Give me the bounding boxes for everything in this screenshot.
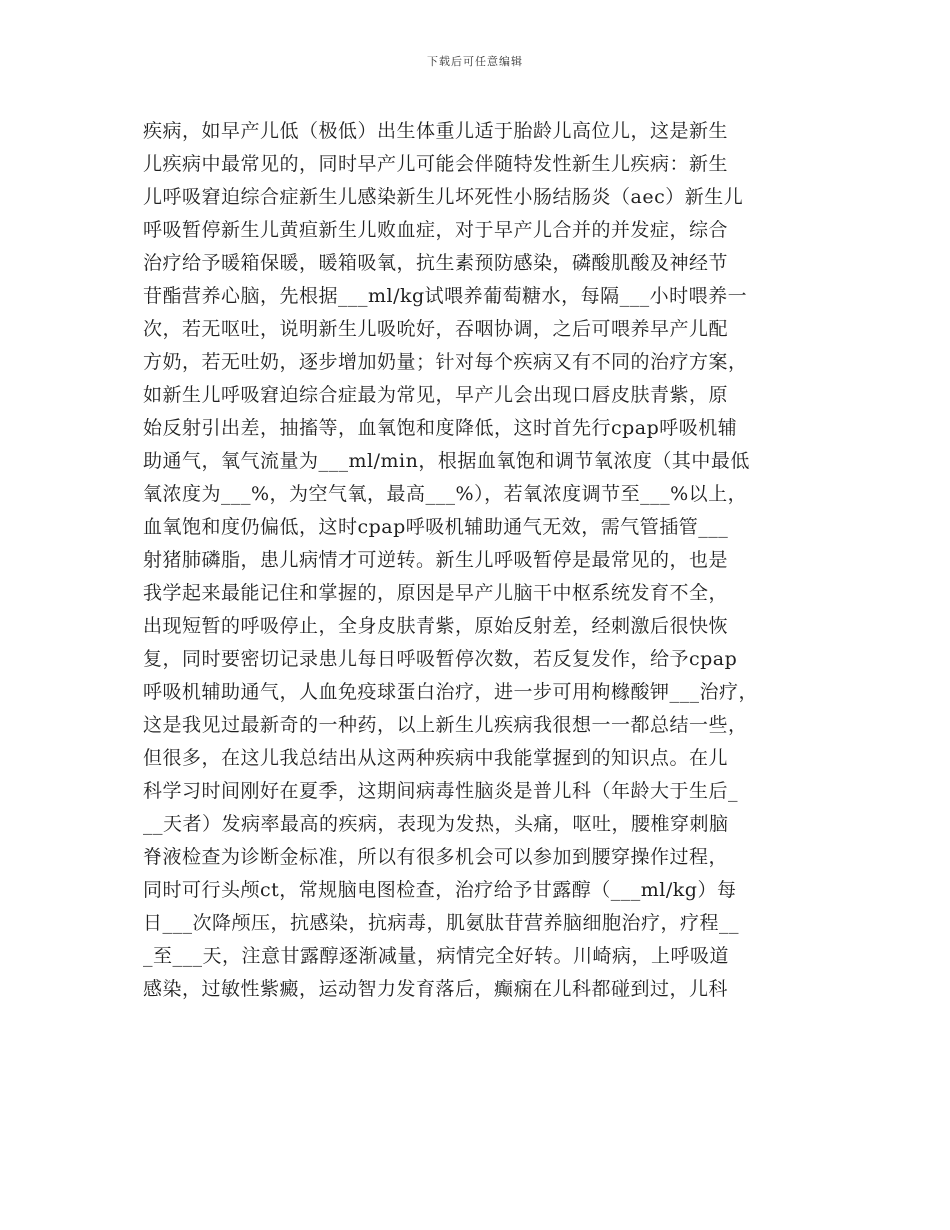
document-body	[143, 115, 823, 1006]
text-line: 氧浓度为___%，为空气氧，最高___%），若氧浓度调节至___%以上，	[143, 483, 748, 505]
text-line: 方奶，若无吐奶，逐步增加奶量；针对每个疾病又有不同的治疗方案，	[143, 351, 748, 373]
text-line: _至___天，注意甘露醇逐渐减量，病情完全好转。川崎病，上呼吸道	[143, 945, 730, 967]
text-line: 儿疾病中最常见的，同时早产儿可能会伴随特发性新生儿疾病：新生	[143, 153, 729, 175]
text-line: 但很多，在这儿我总结出从这两种疾病中我能掌握到的知识点。在儿	[143, 747, 729, 769]
text-line: 我学起来最能记住和掌握的，原因是早产儿脑干中枢系统发育不全，	[143, 582, 729, 604]
text-line: 复，同时要密切记录患儿每日呼吸暂停次数，若反复发作，给予cpap	[143, 648, 738, 670]
page-header: 下载后可任意编辑	[427, 55, 523, 68]
text-line: 科学习时间刚好在夏季，这期间病毒性脑炎是普儿科（年龄大于生后_	[143, 780, 739, 802]
text-line: 治疗给予暖箱保暖，暖箱吸氧，抗生素预防感染，磷酸肌酸及神经节	[143, 252, 729, 274]
text-line: 这是我见过最新奇的一种药，以上新生儿疾病我很想一一都总结一些，	[143, 714, 748, 736]
text-line: 血氧饱和度仍偏低，这时cpap呼吸机辅助通气无效，需气管插管___	[143, 516, 729, 538]
text-line: __天者）发病率最高的疾病，表现为发热，头痛，呕吐，腰椎穿刺脑	[143, 813, 729, 835]
text-line: 儿呼吸窘迫综合症新生儿感染新生儿坏死性小肠结肠炎（aec）新生儿	[143, 186, 744, 208]
text-line: 苷酯营养心脑，先根据___ml/kg试喂养葡萄糖水，每隔___小时喂养一	[143, 285, 748, 307]
text-line: 射猪肺磷脂，患儿病情才可逆转。新生儿呼吸暂停是最常见的，也是	[143, 549, 729, 571]
text-line: 日___次降颅压，抗感染，抗病毒，肌氨肽苷营养脑细胞治疗，疗程__	[143, 912, 740, 934]
text-line: 感染，过敏性紫癜，运动智力发育落后，癫痫在儿科都碰到过，儿科	[143, 978, 729, 1000]
text-line: 疾病，如早产儿低（极低）出生体重儿适于胎龄儿高位儿，这是新生	[143, 120, 729, 142]
text-line: 脊液检查为诊断金标准，所以有很多机会可以参加到腰穿操作过程，	[143, 846, 729, 868]
text-line: 如新生儿呼吸窘迫综合症最为常见，早产儿会出现口唇皮肤青紫，原	[143, 384, 729, 406]
text-line: 始反射引出差，抽搐等，血氧饱和度降低，这时首先行cpap呼吸机辅	[143, 417, 738, 439]
text-line: 出现短暂的呼吸停止，全身皮肤青紫，原始反射差，经刺激后很快恢	[143, 615, 729, 637]
text-line: 助通气，氧气流量为___ml/min，根据血氧饱和调节氧浓度（其中最低	[143, 450, 750, 472]
text-line: 呼吸暂停新生儿黄疸新生儿败血症，对于早产儿合并的并发症，综合	[143, 219, 729, 241]
text-line: 同时可行头颅ct，常规脑电图检查，治疗给予甘露醇（___ml/kg）每	[143, 879, 737, 901]
text-line: 呼吸机辅助通气，人血免疫球蛋白治疗，进一步可用枸橼酸钾___治疗，	[143, 681, 759, 703]
text-line: 次，若无呕吐，说明新生儿吸吮好，吞咽协调，之后可喂养早产儿配	[143, 318, 729, 340]
